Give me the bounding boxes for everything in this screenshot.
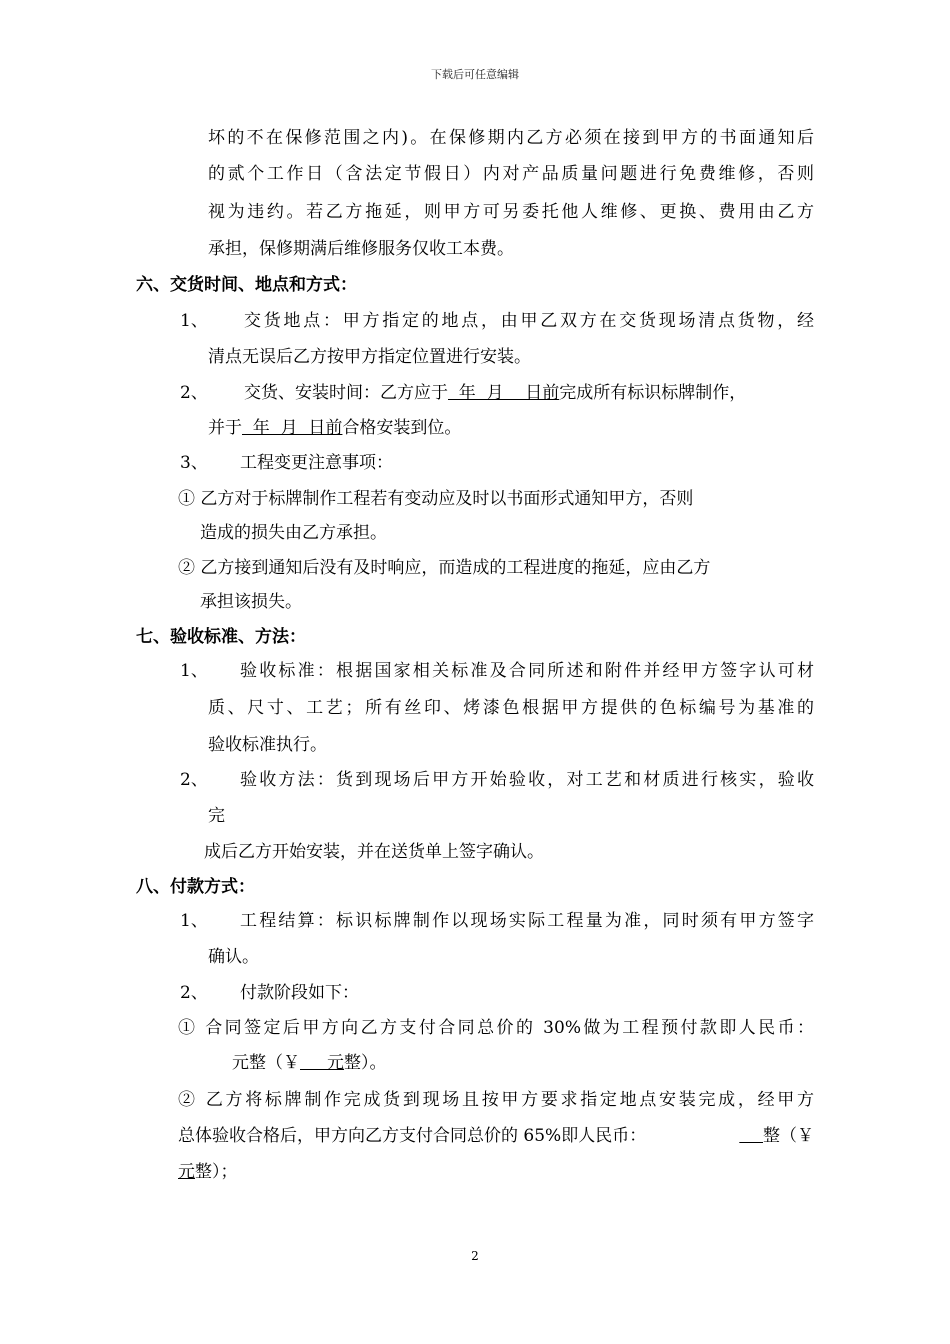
paragraph-line: ② 乙方接到通知后没有及时响应，而造成的工程进度的拖延，应由乙方	[178, 558, 711, 578]
paragraph-line	[178, 1126, 814, 1146]
list-number: 1、	[180, 911, 208, 931]
amount-blank: 元	[178, 1162, 195, 1182]
section-heading-6: 六、交货时间、地点和方式：	[136, 275, 357, 295]
payment-text: 整（￥	[763, 1126, 814, 1146]
list-number: 2、	[180, 383, 208, 403]
amount-text: 整）。	[344, 1053, 387, 1073]
payment-text: 整）；	[195, 1162, 238, 1182]
delivery-text: 完成所有标识标牌制作，	[559, 383, 747, 403]
date-blank: 年 月 日前	[242, 418, 343, 438]
paragraph-line	[208, 418, 461, 438]
paragraph-line: ② 乙方将标牌制作完成货到现场且按甲方要求指定地点安装完成，经甲方	[178, 1090, 814, 1110]
paragraph-line: 确认。	[208, 947, 259, 967]
amount-blank	[739, 1126, 763, 1146]
paragraph-line: 验收方法：货到现场后甲方开始验收，对工艺和材质进行核实，验收	[240, 770, 814, 790]
paragraph-line: ① 合同签定后甲方向乙方支付合同总价的 30%做为工程预付款即人民币：	[178, 1018, 814, 1038]
paragraph-line: 视为违约。若乙方拖延，则甲方可另委托他人维修、更换、费用由乙方	[208, 202, 814, 222]
paragraph-line: 坏的不在保修范围之内)。在保修期内乙方必须在接到甲方的书面通知后	[208, 128, 814, 148]
date-blank: 年 月 日前	[448, 383, 560, 403]
amount-text: 元整（￥	[232, 1053, 300, 1073]
paragraph-line: 质、尺寸、工艺；所有丝印、烤漆色根据甲方提供的色标编号为基准的	[208, 698, 814, 718]
page-header: 下载后可任意编辑	[431, 68, 519, 81]
paragraph-line: 交货地点：甲方指定的地点，由甲乙双方在交货现场清点货物，经	[244, 311, 814, 331]
paragraph-line	[178, 1162, 238, 1182]
paragraph-line: 工程结算：标识标牌制作以现场实际工程量为准，同时须有甲方签字	[240, 911, 814, 931]
paragraph-line	[244, 383, 746, 403]
section-heading-8: 八、付款方式：	[136, 877, 255, 897]
page-number: 2	[471, 1249, 479, 1263]
paragraph-line: 工程变更注意事项：	[240, 453, 393, 473]
paragraph-line	[232, 1053, 387, 1073]
paragraph-line: 造成的损失由乙方承担。	[200, 523, 387, 543]
paragraph-line: 的贰个工作日（含法定节假日）内对产品质量问题进行免费维修，否则	[208, 164, 814, 184]
paragraph-line: 承担该损失。	[200, 592, 302, 612]
paragraph-line: 验收标准执行。	[208, 735, 327, 755]
list-number: 2、	[180, 770, 208, 790]
install-text: 合格安装到位。	[342, 418, 462, 438]
amount-blank: 元	[300, 1053, 345, 1073]
paragraph-line: ① 乙方对于标牌制作工程若有变动应及时以书面形式通知甲方，否则	[178, 489, 694, 509]
paragraph-line: 完	[208, 806, 225, 826]
paragraph-line: 成后乙方开始安装，并在送货单上签字确认。	[204, 842, 544, 862]
delivery-text: 交货、安装时间：乙方应于	[244, 383, 448, 403]
paragraph-line: 付款阶段如下：	[240, 983, 359, 1003]
install-text: 并于	[208, 418, 242, 438]
payment-text: 总体验收合格后，甲方向乙方支付合同总价的 65%即人民币：	[178, 1126, 647, 1146]
paragraph-line: 清点无误后乙方按甲方指定位置进行安装。	[208, 347, 531, 367]
list-number: 1、	[180, 311, 208, 331]
section-heading-7: 七、验收标准、方法：	[136, 627, 306, 647]
list-number: 1、	[180, 661, 208, 681]
paragraph-line: 承担，保修期满后维修服务仅收工本费。	[208, 239, 514, 259]
paragraph-line: 验收标准：根据国家相关标准及合同所述和附件并经甲方签字认可材	[240, 661, 814, 681]
list-number: 2、	[180, 983, 208, 1003]
list-number: 3、	[180, 453, 208, 473]
